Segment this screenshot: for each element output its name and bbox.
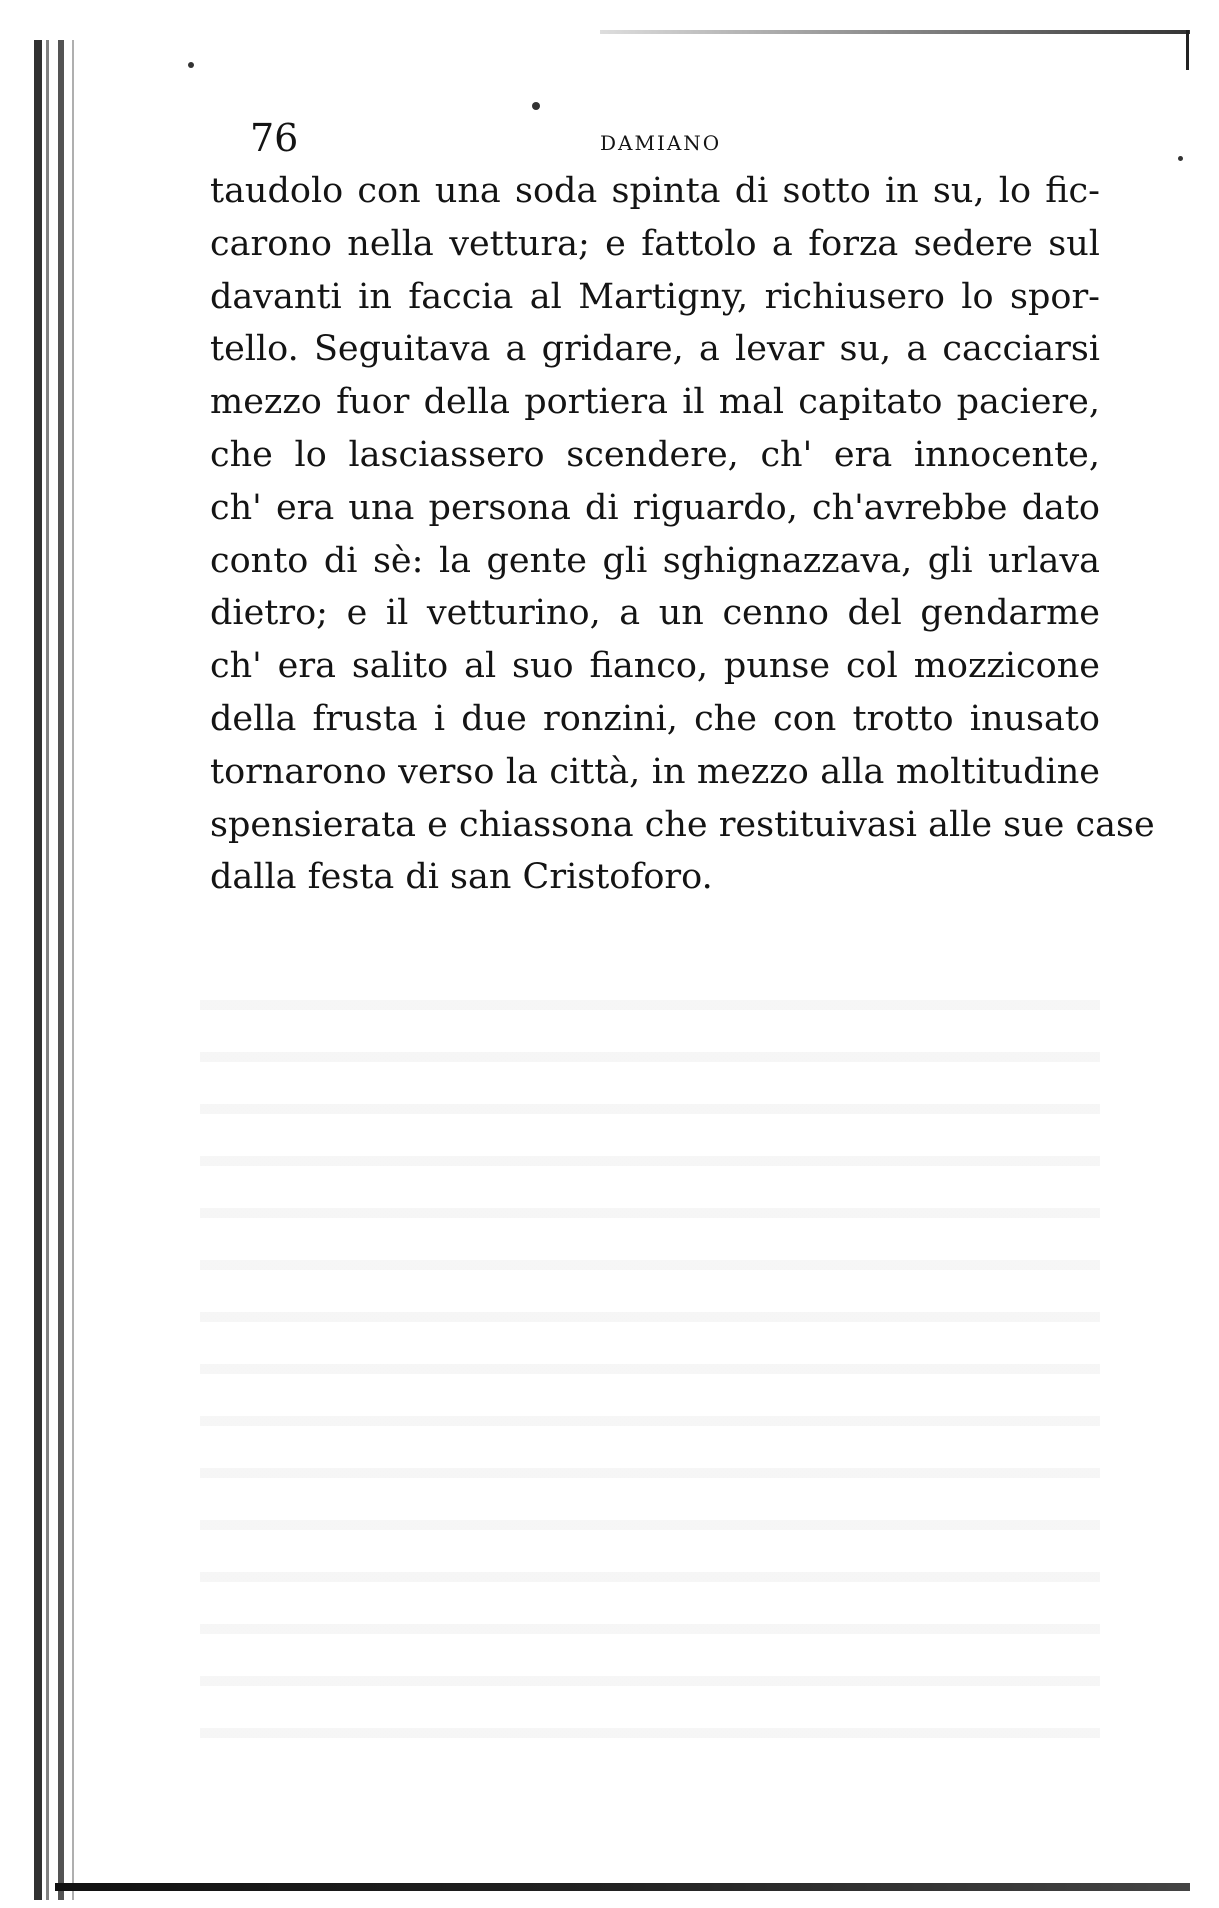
text-line: carono nella vettura; e fattolo a forza sedere sul (210, 223, 1100, 264)
text-line: spensierata e chiassona che restituivasi alle sue case (210, 804, 1155, 845)
running-title: DAMIANO (600, 131, 722, 155)
running-head (250, 118, 770, 168)
body-text (210, 165, 1155, 904)
text-line: conto di sè: la gente gli sghignazzava, gli urlava (210, 540, 1100, 581)
ink-speck (188, 62, 194, 68)
page-number: 76 (250, 116, 299, 160)
page-bottom-edge (55, 1883, 1190, 1891)
ink-speck (1178, 156, 1183, 161)
text-line: ch' era una persona di riguardo, ch'avrebbe dato (210, 487, 1100, 528)
text-line: dietro; e il vetturino, a un cenno del gendarme (210, 593, 1100, 634)
reverse-side-bleed-through (200, 1000, 1100, 1780)
ink-speck (532, 102, 540, 110)
page-top-edge (600, 30, 1190, 34)
text-line: ch' era salito al suo fianco, punse col mozzicone (210, 646, 1100, 687)
text-line: taudolo con una soda spinta di sotto in su, lo fic- (210, 171, 1100, 211)
text-line-last: dalla festa di san Cristoforo. (210, 857, 713, 898)
page-corner-edge (1186, 30, 1189, 70)
text-line: davanti in faccia al Martigny, richiusero lo spor- (210, 276, 1100, 317)
text-line: tello. Seguitava a gridare, a levar su, a cacciarsi (210, 329, 1100, 370)
text-line: tornarono verso la città, in mezzo alla moltitudine (210, 751, 1100, 792)
binding-shadow (58, 40, 64, 1900)
binding-shadow (46, 40, 49, 1900)
binding-shadow (72, 40, 74, 1900)
text-line: della frusta i due ronzini, che con trotto inusato (210, 698, 1100, 739)
text-line: che lo lasciassero scendere, ch' era innocente, (210, 434, 1100, 475)
book-binding-edge (28, 40, 88, 1900)
text-line: mezzo fuor della portiera il mal capitato paciere, (210, 382, 1100, 423)
binding-shadow (34, 40, 42, 1900)
